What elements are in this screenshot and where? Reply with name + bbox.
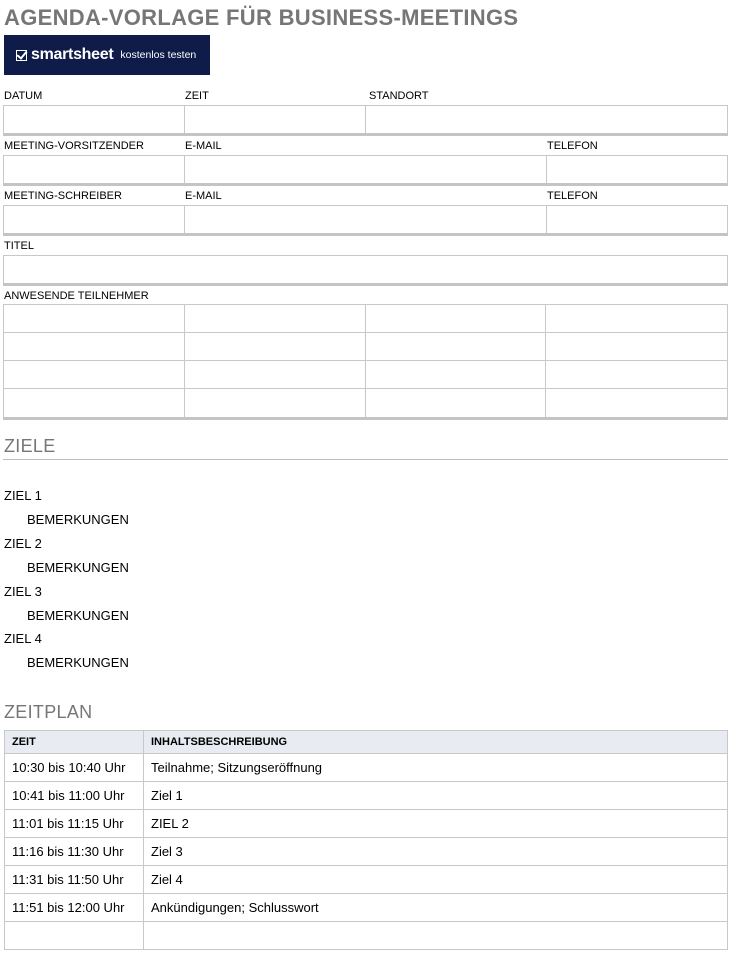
email-vorsitzender-field[interactable] [185, 156, 547, 183]
table-row [5, 922, 728, 950]
table-header-row [5, 731, 728, 754]
section-heading-zeitplan: ZEITPLAN [4, 702, 93, 722]
table-row [5, 810, 728, 838]
label-email-vorsitzender: E-MAIL [185, 140, 222, 152]
vorsitzender-field[interactable] [4, 156, 185, 183]
zeit-cell[interactable]: 11:51 bis 12:00 Uhr [5, 894, 144, 922]
zeit-cell[interactable]: 10:30 bis 10:40 Uhr [5, 754, 144, 782]
table-row [5, 866, 728, 894]
teilnehmer-cell[interactable] [185, 389, 366, 417]
teilnehmer-cell[interactable] [546, 389, 728, 417]
row-titel [3, 255, 728, 286]
table-row [5, 754, 728, 782]
email-schreiber-field[interactable] [185, 206, 547, 233]
label-standort: STANDORT [369, 90, 429, 102]
ziel-label: ZIEL 2 [4, 536, 42, 551]
smartsheet-check-icon [16, 50, 27, 61]
ziel-note: BEMERKUNGEN [27, 560, 129, 575]
ziel-label: ZIEL 4 [4, 631, 42, 646]
teilnehmer-cell[interactable] [546, 333, 728, 360]
inhalt-cell[interactable]: Teilnahme; Sitzungseröffnung [144, 754, 728, 782]
row-schreiber [3, 205, 728, 236]
row-datum-zeit-standort [3, 105, 728, 136]
ziel-label: ZIEL 1 [4, 488, 42, 503]
zeit-cell[interactable]: 11:31 bis 11:50 Uhr [5, 866, 144, 894]
zeit-cell[interactable]: 10:41 bis 11:00 Uhr [5, 782, 144, 810]
zeit-field[interactable] [185, 106, 366, 133]
teilnehmer-cell[interactable] [4, 305, 185, 332]
logo-cta: kostenlos testen [120, 49, 197, 61]
standort-field[interactable] [366, 106, 728, 133]
ziel-note: BEMERKUNGEN [27, 655, 129, 670]
teilnehmer-grid [3, 304, 728, 420]
zeit-cell[interactable]: 11:01 bis 11:15 Uhr [5, 810, 144, 838]
ziel-label: ZIEL 3 [4, 584, 42, 599]
teilnehmer-row [4, 389, 728, 417]
ziel-note: BEMERKUNGEN [27, 608, 129, 623]
table-row [5, 894, 728, 922]
teilnehmer-row [4, 361, 728, 389]
zeit-cell[interactable] [5, 922, 144, 950]
titel-field[interactable] [4, 256, 728, 283]
teilnehmer-cell[interactable] [185, 361, 366, 388]
inhalt-cell[interactable]: ZIEL 2 [144, 810, 728, 838]
inhalt-cell[interactable]: Ankündigungen; Schlusswort [144, 894, 728, 922]
column-header-zeit: ZEIT [5, 731, 144, 754]
column-header-inhalt: INHALTSBESCHREIBUNG [144, 731, 728, 754]
telefon-vorsitzender-field[interactable] [547, 156, 728, 183]
datum-field[interactable] [4, 106, 185, 133]
row-vorsitzender [3, 155, 728, 186]
teilnehmer-cell[interactable] [366, 305, 547, 332]
table-row [5, 838, 728, 866]
teilnehmer-row [4, 305, 728, 333]
teilnehmer-cell[interactable] [366, 389, 547, 417]
logo-brand: smartsheet [31, 46, 114, 63]
teilnehmer-cell[interactable] [4, 389, 185, 417]
inhalt-cell[interactable]: Ziel 3 [144, 838, 728, 866]
teilnehmer-cell[interactable] [4, 361, 185, 388]
label-zeit: ZEIT [185, 90, 209, 102]
teilnehmer-cell[interactable] [185, 333, 366, 360]
table-row [5, 782, 728, 810]
section-divider-ziele [3, 459, 728, 460]
telefon-schreiber-field[interactable] [547, 206, 728, 233]
label-telefon-vorsitzender: TELEFON [547, 140, 598, 152]
page-title: AGENDA-VORLAGE FÜR BUSINESS-MEETINGS [4, 5, 519, 30]
label-teilnehmer: ANWESENDE TEILNEHMER [4, 290, 149, 302]
label-datum: DATUM [4, 90, 43, 102]
inhalt-cell[interactable] [144, 922, 728, 950]
inhalt-cell[interactable]: Ziel 1 [144, 782, 728, 810]
teilnehmer-cell[interactable] [546, 361, 728, 388]
schreiber-field[interactable] [4, 206, 185, 233]
zeit-cell[interactable]: 11:16 bis 11:30 Uhr [5, 838, 144, 866]
teilnehmer-cell[interactable] [546, 305, 728, 332]
section-heading-ziele: ZIELE [4, 436, 56, 456]
ziel-note: BEMERKUNGEN [27, 512, 129, 527]
label-schreiber: MEETING-SCHREIBER [4, 190, 122, 202]
teilnehmer-cell[interactable] [185, 305, 366, 332]
teilnehmer-cell[interactable] [4, 333, 185, 360]
teilnehmer-cell[interactable] [366, 333, 547, 360]
label-telefon-schreiber: TELEFON [547, 190, 598, 202]
teilnehmer-cell[interactable] [366, 361, 547, 388]
label-titel: TITEL [4, 240, 34, 252]
inhalt-cell[interactable]: Ziel 4 [144, 866, 728, 894]
teilnehmer-row [4, 333, 728, 361]
zeitplan-table [4, 730, 728, 950]
label-vorsitzender: MEETING-VORSITZENDER [4, 140, 144, 152]
smartsheet-logo-banner[interactable] [4, 35, 210, 75]
label-email-schreiber: E-MAIL [185, 190, 222, 202]
